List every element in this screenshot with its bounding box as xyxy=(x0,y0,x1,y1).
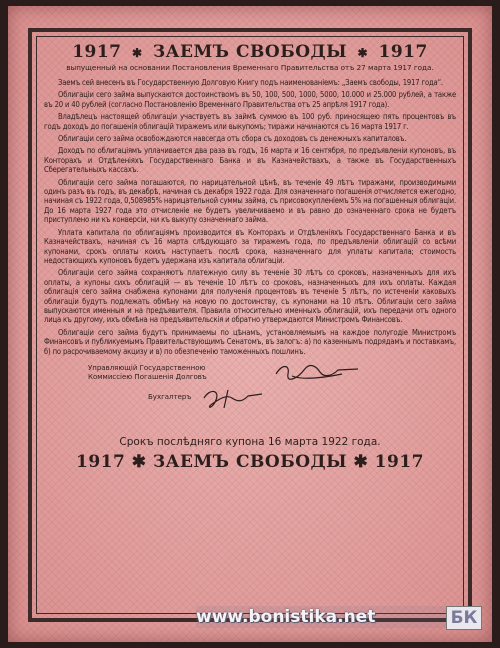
terms-paragraph: Владѣлецъ настоящей облигаціи участвуетъ въ займѣ суммою въ 100 руб. приносящею пять процентовъ въ годъ доходъ до погашенія облигацій тиражемъ или выкупомъ; тиражи начинаются съ 16 марта 1917 г. xyxy=(44,112,456,131)
title-year-left: 1917 xyxy=(72,42,122,62)
title-year-right-bottom: 1917 xyxy=(374,451,424,472)
bond-subtitle: выпущенный на основании Постановления Временнаго Правительства отъ 27 марта 1917 года. xyxy=(66,63,434,72)
star-ornament-icon: ✱ xyxy=(357,46,369,60)
bond-title xyxy=(44,42,456,62)
title-text-bottom: ЗАЕМЪ СВОБОДЫ xyxy=(152,451,348,472)
terms-paragraph: Облигаціи сего займа погашаются, по нарицательной цѣнѣ, въ теченіе 49 лѣтъ тиражами, производимыми одинъ разъ въ годъ, въ декабрѣ, начиная съ декабря 1922 года. Для означеннаго погашенія отчисляется ежегодно, начиная съ 1922 года, 0,508985% нарицательной суммы займа, съ присовокупленіемъ 5% на погашенныя облигаціи. До 16 марта 1927 года это отчисленіе не будетъ увеличиваемо и въ равно до означеннаго срока не будетъ приступлено ни къ конверсіи, ни къ выкупу означеннаго займа. xyxy=(44,177,456,225)
terms-paragraph: Облигаціи сего займа будутъ принимаемы по цѣнамъ, установляемымъ на каждое полугодіе Министромъ Финансовъ и публикуемымъ Правительствующимъ Сенатомъ, въ залогъ: а) по казеннымъ подрядамъ и поставкамъ, б) по расрочиваемому акцизу и в) по обезпеченію таможенныхъ пошлинъ. xyxy=(44,327,456,356)
commission-signature-icon xyxy=(272,360,362,382)
commission-label xyxy=(88,364,207,382)
star-ornament-icon: ✱ xyxy=(131,46,143,60)
bond-title-bottom xyxy=(44,452,456,472)
bond-content xyxy=(44,40,456,612)
signature-block xyxy=(44,364,456,404)
star-ornament-icon: ✱ xyxy=(353,451,369,472)
star-ornament-icon: ✱ xyxy=(131,451,147,472)
accountant-signature-icon xyxy=(198,386,268,410)
bond-terms xyxy=(44,78,456,356)
last-coupon-date: Срокъ послѣдняго купона 16 марта 1922 года. xyxy=(119,435,381,448)
bk-logo-icon: БК xyxy=(446,606,482,630)
site-watermark: www.bonistika.net xyxy=(196,606,446,628)
terms-paragraph: Заемъ сей внесенъ въ Государственную Долговую Книгу подъ наименованіемъ: „Заемъ свободы, 1917 года“. xyxy=(58,78,443,87)
terms-paragraph: Облигаціи сего займа сохраняютъ платежную силу въ теченіе 30 лѣтъ со сроковъ, назначенныхъ для ихъ оплаты, а купоны сихъ облигацій — въ теченіе 10 лѣтъ со сроковъ, назначенныхъ для ихъ оплаты. Каждая облигація сего займа снабжена купонами для полученія процентовъ въ теченіе 5 лѣтъ, по истеченіи каковыхъ облигаціи будутъ подлежать обмѣну на новую по достоинству, съ купонами на 10 лѣтъ. Облигаціи сего займа выпускаются именныя и на предъявителя. Правила относительно именныхъ облигацій, ихъ передачи отъ одного лица къ другому, ихъ обмѣна на предъявительскія и обратно утверждаются Министромъ Финансовъ. xyxy=(44,268,456,325)
title-text: ЗАЕМЪ СВОБОДЫ xyxy=(152,42,348,62)
terms-paragraph: Облигаціи сего займа освобождаются навсегда отъ сбора съ доходовъ съ денежныхъ капиталовъ. xyxy=(58,134,407,144)
title-year-right: 1917 xyxy=(378,42,428,62)
commission-label-line-1: Управляющій Государственною xyxy=(88,363,206,372)
accountant-label: Бухгалтеръ xyxy=(148,392,192,401)
terms-paragraph: Доходъ по облигаціямъ уплачивается два раза въ годъ, 16 марта и 16 сентября, по предъявленіи купоновъ, въ Конторахъ и Отдѣленіяхъ Государственнаго Банка и въ Казначействахъ, а также въ Государственныхъ Сберегательныхъ кассахъ. xyxy=(44,146,456,175)
title-year-left-bottom: 1917 xyxy=(76,451,126,472)
terms-paragraph: Облигаціи сего займа выпускаются достоинствомъ въ 50, 100, 500, 1000, 5000, 10.000 и 25.000 рублей, а также въ 20 и 40 рублей (согласно Постановленію Временнаго Правительства отъ 25 апрѣля 1917 года). xyxy=(44,90,456,109)
commission-label-line-2: Коммиссіею Погашенія Долговъ xyxy=(88,372,207,381)
terms-paragraph: Уплата капитала по облигаціямъ производится въ Конторахъ и Отдѣленіяхъ Государственнаго Банка и въ Казначействахъ, начиная съ 16 марта слѣдующаго за тиражемъ года, по предъявленіи облигацій со всѣми купонами, срокъ оплаты коихъ наступаетъ послѣ срока, назначеннаго для уплаты капитала; стоимость недостающихъ купоновъ будетъ удержана изъ капитала облигаціи. xyxy=(44,227,456,265)
